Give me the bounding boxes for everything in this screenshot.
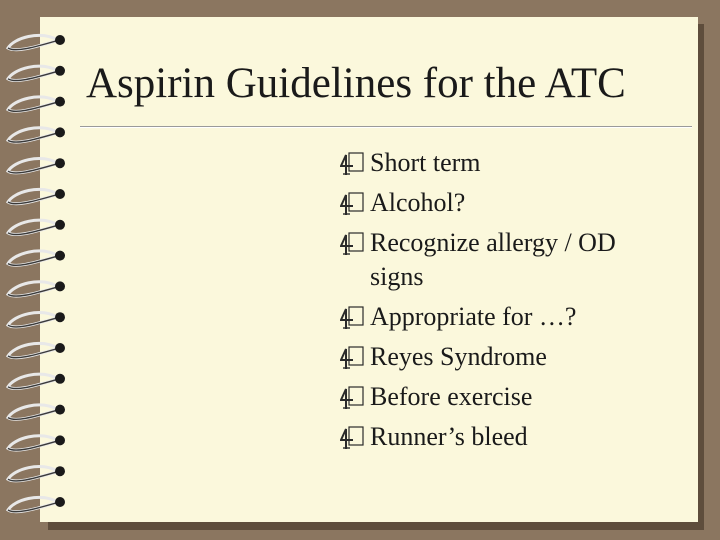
spiral-ring — [8, 97, 65, 112]
bullet-item — [340, 186, 670, 220]
bullet-text: Appropriate for …? — [370, 302, 577, 331]
bullet-text: Runner’s bleed — [370, 422, 528, 451]
spiral-ring — [8, 189, 65, 204]
spiral-ring — [8, 220, 65, 235]
spiral-ring — [8, 127, 65, 142]
notebook-four-icon — [340, 386, 366, 410]
spiral-ring — [8, 374, 65, 389]
slide-title: Aspirin Guidelines for the ATC — [86, 60, 626, 107]
bullet-item — [340, 420, 670, 454]
bullet-item — [340, 380, 670, 414]
notebook-four-icon — [340, 306, 366, 330]
spiral-ring — [8, 343, 65, 358]
notebook-four-icon — [340, 152, 366, 176]
bullet-item — [340, 300, 670, 334]
bullet-item — [340, 226, 670, 294]
spiral-ring — [8, 35, 65, 50]
bullet-text: Before exercise — [370, 382, 533, 411]
bullet-item — [340, 340, 670, 374]
spiral-ring — [8, 435, 65, 450]
spiral-ring — [8, 312, 65, 327]
spiral-ring — [8, 405, 65, 420]
notebook-four-icon — [340, 346, 366, 370]
title-divider — [80, 126, 692, 128]
bullet-list — [340, 146, 670, 460]
notebook-four-icon — [340, 426, 366, 450]
bullet-text: Short term — [370, 148, 481, 177]
spiral-ring — [8, 66, 65, 81]
notebook-four-icon — [340, 192, 366, 216]
spiral-ring — [8, 251, 65, 266]
spiral-ring — [8, 281, 65, 296]
notebook-four-icon — [340, 232, 366, 256]
spiral-binding — [0, 0, 80, 540]
bullet-text: Reyes Syndrome — [370, 342, 547, 371]
bullet-text: Alcohol? — [370, 188, 466, 217]
spiral-ring — [8, 158, 65, 173]
spiral-ring — [8, 497, 65, 512]
bullet-item — [340, 146, 670, 180]
spiral-ring — [8, 466, 65, 481]
bullet-text: Recognize allergy / OD signs — [370, 228, 616, 291]
